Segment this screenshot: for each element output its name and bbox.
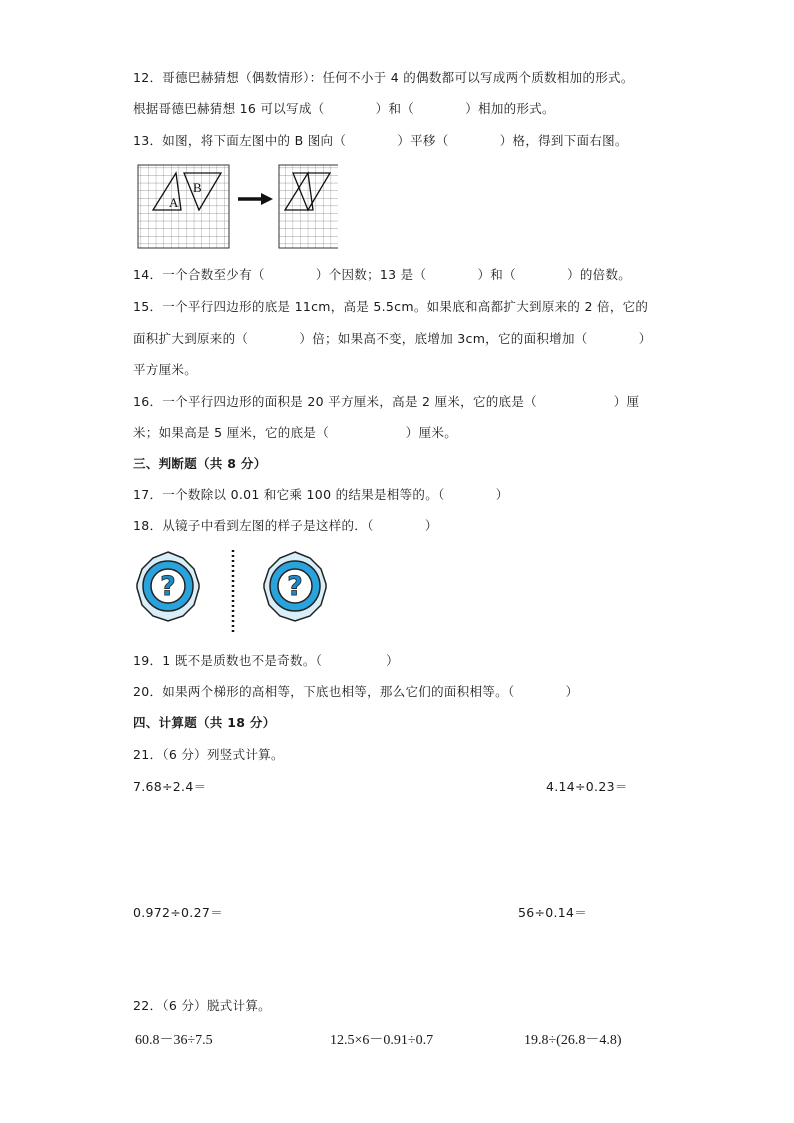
- question-badge-icon: [137, 552, 199, 621]
- q21-expr-1: 7.68÷2.4＝: [133, 779, 207, 794]
- q21-expr-3: 0.972÷0.27＝: [133, 905, 223, 920]
- q21-line1: 21．（6 分）列竖式计算。: [133, 747, 284, 762]
- section-3-title: 三、判断题（共 8 分）: [133, 456, 267, 471]
- q18-line1: 18．从镜子中看到左图的样子是这样的．（ ）: [133, 518, 438, 533]
- q15-line2: 面积扩大到原来的（ ）倍；如果高不变，底增加 3cm，它的面积增加（ ）: [133, 331, 652, 346]
- question-symbol-left: ?: [160, 571, 176, 602]
- q16-line2: 米；如果高是 5 厘米，它的底是（ ）厘米。: [133, 425, 458, 440]
- q16-line1: 16．一个平行四边形的面积是 20 平方厘米，高是 2 厘米，它的底是（ ）厘: [133, 394, 640, 409]
- q21-expr-4: 56÷0.14＝: [518, 905, 588, 920]
- q12-line2: 根据哥德巴赫猜想 16 可以写成（ ）和（ ）相加的形式。: [133, 101, 555, 116]
- q17-line1: 17．一个数除以 0.01 和它乘 100 的结果是相等的。（ ）: [133, 487, 509, 502]
- q13-translation-figure: [133, 160, 338, 250]
- q22-line1: 22．（6 分）脱式计算。: [133, 998, 271, 1013]
- label-a: A: [169, 195, 179, 210]
- right-grid: [279, 165, 338, 248]
- q22-expr-2: 12.5×6－0.91÷0.7: [330, 1033, 434, 1048]
- q22-expr-3: 19.8÷(26.8－4.8): [524, 1033, 622, 1048]
- label-b: B: [193, 180, 202, 195]
- q13-line1: 13．如图，将下面左图中的 B 图向（ ）平移（ ）格，得到下面右图。: [133, 133, 628, 148]
- q12-line1: 12．哥德巴赫猜想（偶数情形）：任何不小于 4 的偶数都可以写成两个质数相加的形式。: [133, 70, 634, 85]
- arrow-right-icon: [238, 193, 273, 205]
- question-badge-icon-reflected: [264, 552, 326, 621]
- q21-expr-2: 4.14÷0.23＝: [546, 779, 628, 794]
- question-symbol-right: ?: [287, 571, 303, 602]
- q14-line1: 14．一个合数至少有（ ）个因数；13 是（ ）和（ ）的倍数。: [133, 267, 632, 282]
- q15-line1: 15．一个平行四边形的底是 11cm，高是 5.5cm。如果底和高都扩大到原来的 2 倍，它的: [133, 299, 649, 314]
- q15-line3: 平方厘米。: [133, 362, 198, 377]
- section-4-title: 四、计算题（共 18 分）: [133, 715, 276, 730]
- q20-line1: 20．如果两个梯形的高相等，下底也相等，那么它们的面积相等。（ ）: [133, 684, 579, 699]
- q22-expr-1: 60.8－36÷7.5: [135, 1033, 213, 1048]
- left-grid: [138, 165, 229, 248]
- q18-mirror-figure: [133, 548, 343, 636]
- q19-line1: 19．1 既不是质数也不是奇数。（ ）: [133, 653, 399, 668]
